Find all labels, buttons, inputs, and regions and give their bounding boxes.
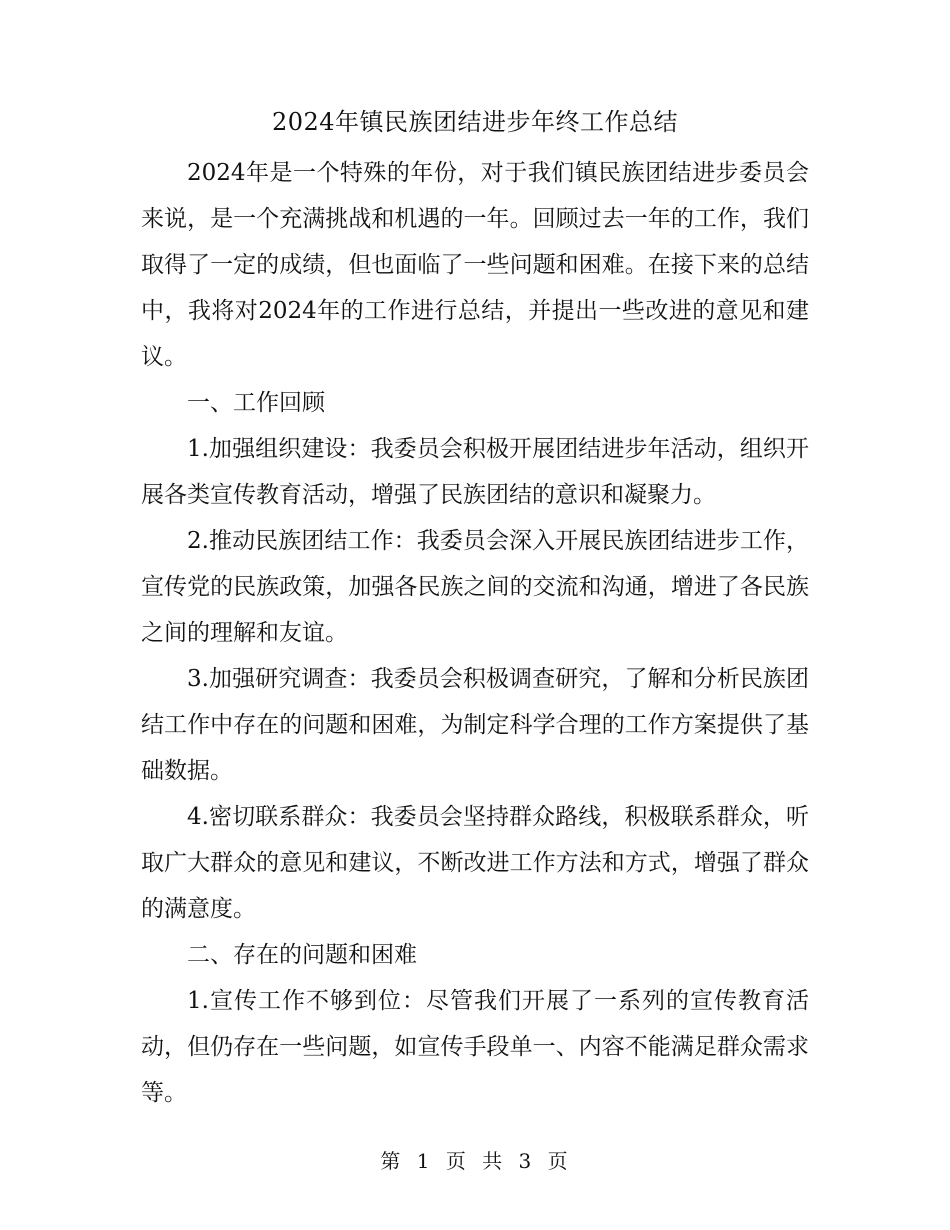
document-title: 2024年镇民族团结进步年终工作总结 [271, 108, 679, 136]
work-review-item-2: 2.推动民族团结工作：我委员会深入开展民族团结进步工作，宣传党的民族政策，加强各民族之间的交流和沟通，增进了各民族之间的理解和友谊。 [141, 528, 809, 646]
problems-item-1: 1.宣传工作不够到位：尽管我们开展了一系列的宣传教育活动，但仍存在一些问题，如宣传手段单一、内容不能满足群众需求等。 [141, 988, 809, 1106]
document-body [141, 150, 809, 1116]
section-heading-problems: 二、存在的问题和困难 [187, 942, 417, 968]
work-review-item-4: 4.密切联系群众：我委员会坚持群众路线，积极联系群众，听取广大群众的意见和建议，不断改进工作方法和方式，增强了群众的满意度。 [141, 804, 809, 922]
work-review-item-1: 1.加强组织建设：我委员会积极开展团结进步年活动，组织开展各类宣传教育活动，增强了民族团结的意识和凝聚力。 [141, 436, 809, 508]
work-review-item-3: 3.加强研究调查：我委员会积极调查研究，了解和分析民族团结工作中存在的问题和困难，为制定科学合理的工作方案提供了基础数据。 [141, 666, 809, 784]
page-number-footer: 第 1 页 共 3 页 [380, 1149, 570, 1173]
intro-paragraph: 2024年是一个特殊的年份，对于我们镇民族团结进步委员会来说，是一个充满挑战和机遇的一年。回顾过去一年的工作，我们取得了一定的成绩，但也面临了一些问题和困难。在接下来的总结中，我将对2024年的工作进行总结，并提出一些改进的意见和建议。 [141, 160, 809, 370]
section-heading-work-review: 一、工作回顾 [187, 390, 325, 416]
